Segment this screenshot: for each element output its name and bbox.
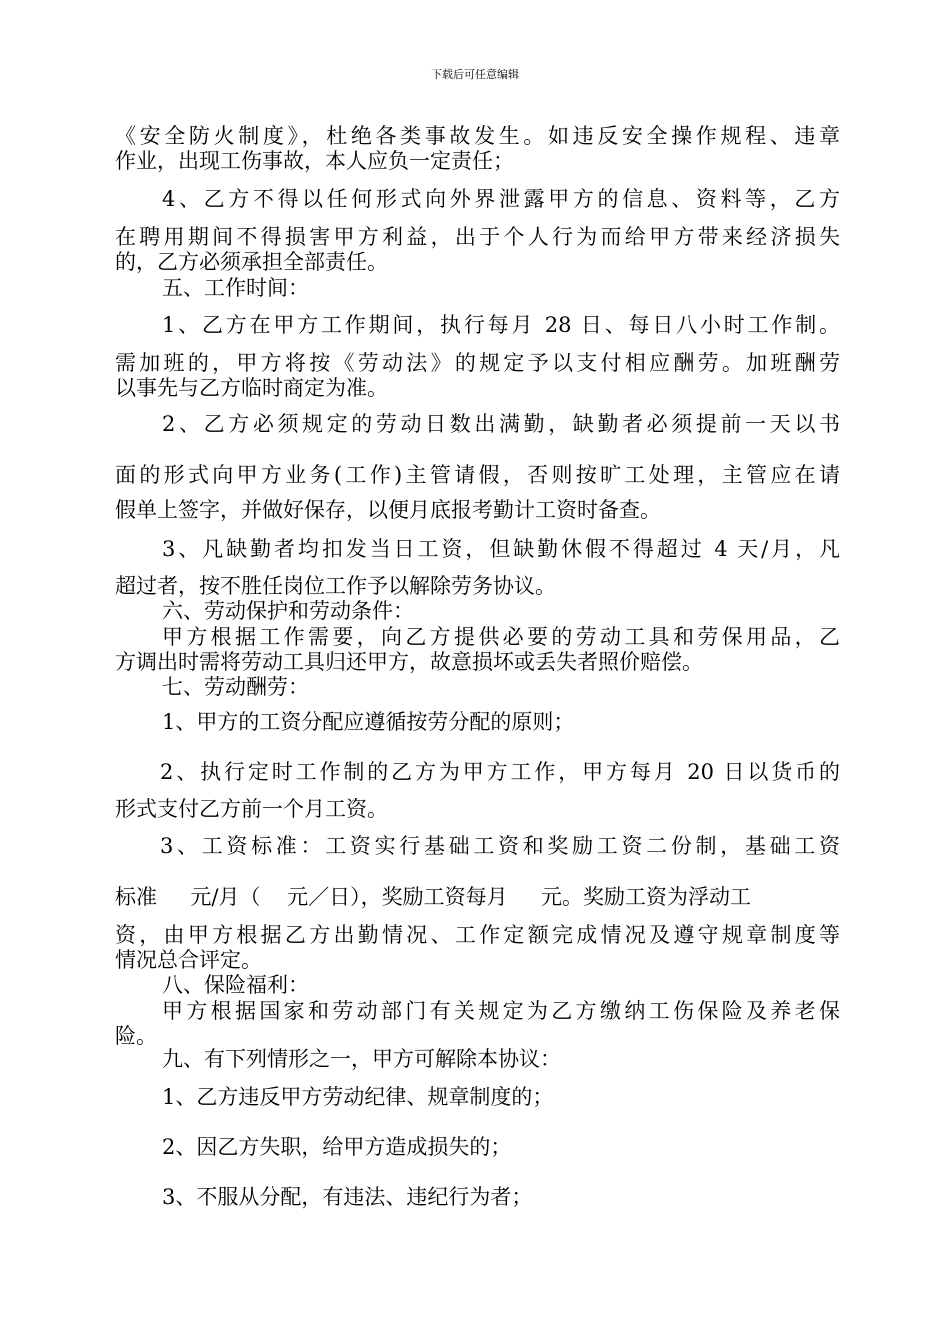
text-line: 2、执行定时工作制的乙方为甲方工作，甲方每月 20 日以货币的 bbox=[160, 760, 840, 784]
text-line: 资，由甲方根据乙方出勤情况、工作定额完成情况及遵守规章制度等 bbox=[115, 923, 840, 947]
text-line: 3、凡缺勤者均扣发当日工资，但缺勤休假不得超过 4 天/月，凡 bbox=[162, 537, 840, 561]
text-line: 方调出时需将劳动工具归还甲方，故意损坏或丢失者照价赔偿。 bbox=[115, 650, 703, 674]
text-line: 超过者，按不胜任岗位工作予以解除劳务协议。 bbox=[115, 574, 556, 598]
text-line: 《安全防火制度》，杜绝各类事故发生。如违反安全操作规程、违章 bbox=[115, 124, 840, 148]
page-header: 下载后可任意编辑 bbox=[431, 68, 519, 81]
text-line: 2、乙方必须规定的劳动日数出满勤，缺勤者必须提前一天以书 bbox=[162, 412, 840, 436]
text-line: 在聘用期间不得损害甲方利益，出于个人行为而给甲方带来经济损失 bbox=[115, 225, 840, 249]
text-line: 1、乙方违反甲方劳动纪律、规章制度的； bbox=[162, 1085, 554, 1109]
text-line: 3、工资标准：工资实行基础工资和奖励工资二份制，基础工资 bbox=[160, 834, 840, 858]
text-line: 情况总合评定。 bbox=[115, 948, 262, 972]
text-line: 4、乙方不得以任何形式向外界泄露甲方的信息、资料等，乙方 bbox=[162, 187, 840, 211]
text-line: 需加班的，甲方将按《劳动法》的规定予以支付相应酬劳。加班酬劳 bbox=[115, 351, 840, 375]
text-line: 的，乙方必须承担全部责任。 bbox=[115, 250, 388, 274]
text-line: 2、因乙方失职，给甲方造成损失的； bbox=[162, 1135, 512, 1159]
section-heading: 六、劳动保护和劳动条件： bbox=[162, 599, 414, 623]
section-heading: 五、工作时间： bbox=[162, 276, 309, 300]
text-line: 甲方根据工作需要，向乙方提供必要的劳动工具和劳保用品，乙 bbox=[162, 625, 840, 649]
text-line: 险。 bbox=[115, 1024, 157, 1048]
text-line: 1、甲方的工资分配应遵循按劳分配的原则； bbox=[162, 710, 575, 734]
text-line: 形式支付乙方前一个月工资。 bbox=[115, 797, 388, 821]
text-line: 以事先与乙方临时商定为准。 bbox=[115, 376, 388, 400]
text-line: 甲方根据国家和劳动部门有关规定为乙方缴纳工伤保险及养老保 bbox=[162, 999, 840, 1023]
section-heading: 七、劳动酬劳： bbox=[162, 675, 309, 699]
text-line: 标准 元/月（ 元／日），奖励工资每月 元。奖励工资为浮动工 bbox=[115, 885, 752, 909]
text-line: 假单上签字，并做好保存，以便月底报考勤计工资时备查。 bbox=[115, 498, 661, 522]
section-heading: 九、有下列情形之一，甲方可解除本协议： bbox=[162, 1047, 561, 1071]
text-line: 面的形式向甲方业务(工作)主管请假，否则按旷工处理，主管应在请 bbox=[115, 463, 840, 487]
text-line: 作业，出现工伤事故，本人应负一定责任； bbox=[115, 149, 514, 173]
text-line: 1、乙方在甲方工作期间，执行每月 28 日、每日八小时工作制。 bbox=[162, 313, 840, 337]
section-heading: 八、保险福利： bbox=[162, 973, 309, 997]
text-line: 3、不服从分配，有违法、违纪行为者； bbox=[162, 1185, 533, 1209]
